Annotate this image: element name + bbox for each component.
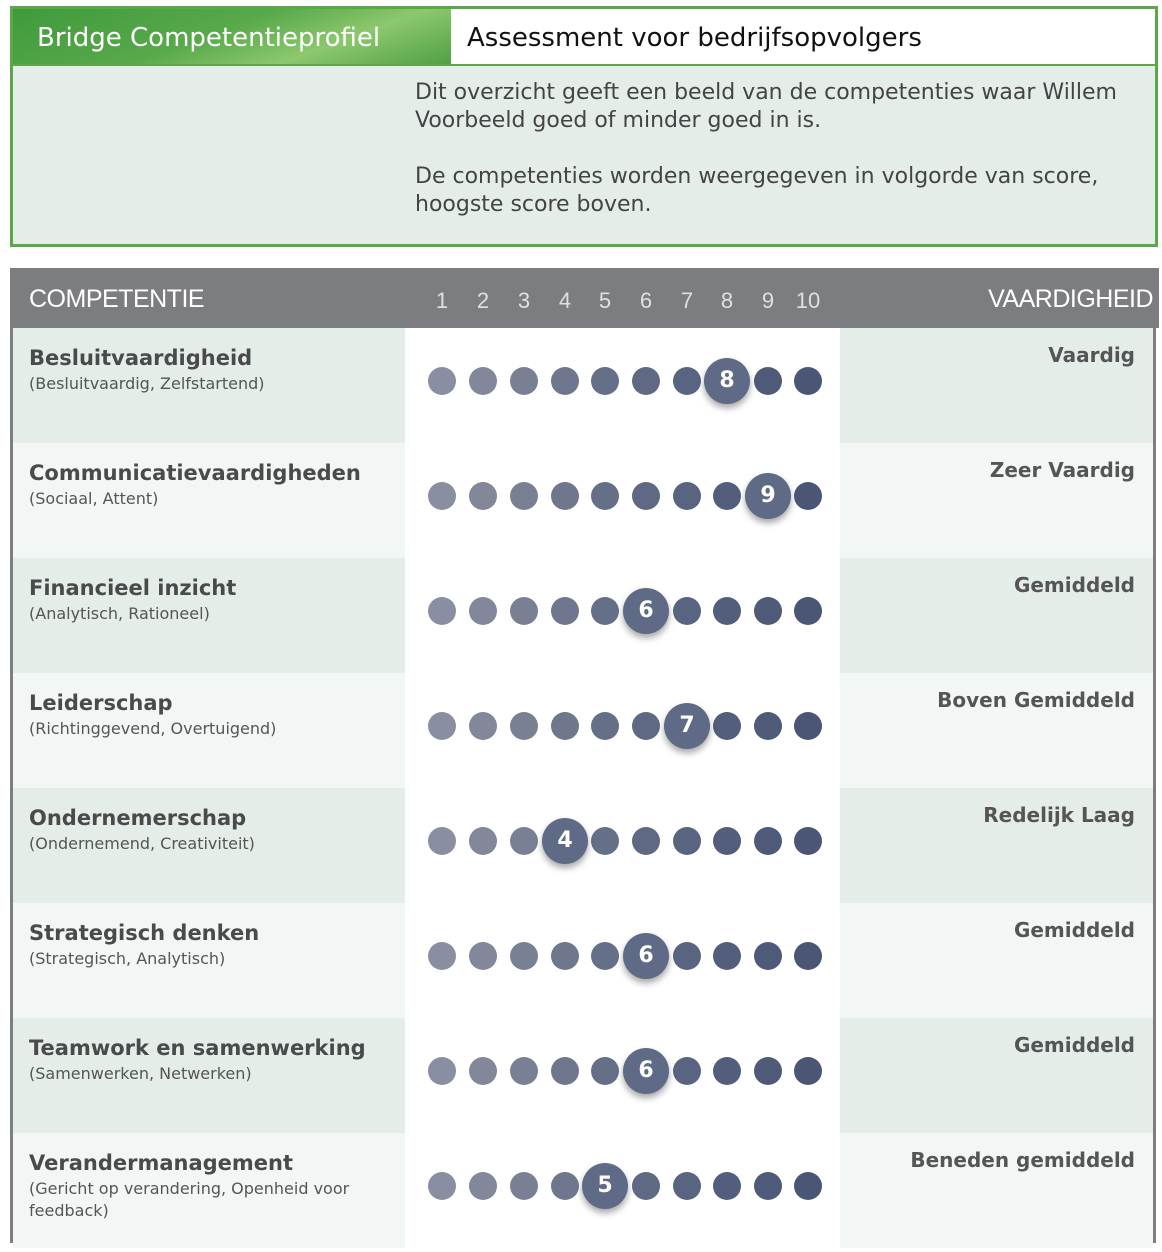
scale-dot [754, 367, 782, 395]
scale-dot [673, 367, 701, 395]
scale-dot [754, 1057, 782, 1085]
scale-dot [469, 942, 497, 970]
scale-dot [591, 1057, 619, 1085]
score-marker: 9 [745, 473, 791, 519]
scale-dot [754, 1172, 782, 1200]
scale-dot [469, 827, 497, 855]
scale-dot [794, 942, 822, 970]
skill-level-cell [840, 328, 1153, 443]
scale-dot [632, 367, 660, 395]
scale-dot [632, 712, 660, 740]
intro-paragraph-1: Dit overzicht geeft een beeld van de competenties waar Willem Voorbeeld goed of minder goed in is. [415, 80, 1117, 133]
table-row [13, 443, 1159, 558]
competency-name: Teamwork en samenwerking [29, 1036, 366, 1060]
table-row [13, 1018, 1159, 1133]
scale-dot [794, 827, 822, 855]
scale-dot [428, 367, 456, 395]
competency-cell [13, 1133, 405, 1248]
competency-traits: (Gericht op verandering, Openheid voor feedback) [29, 1179, 350, 1220]
scale-dot [469, 712, 497, 740]
skill-level-cell [840, 1133, 1153, 1248]
scale-dot [754, 827, 782, 855]
scale-dot [591, 367, 619, 395]
brand-banner [13, 9, 451, 66]
table-row [13, 558, 1159, 673]
scale-number-4: 4 [558, 288, 572, 313]
scale-dot [591, 712, 619, 740]
competency-traits: (Strategisch, Analytisch) [29, 949, 226, 968]
scale-number-5: 5 [598, 288, 612, 313]
skill-level-label: Gemiddeld [1013, 573, 1135, 597]
scale-dot [469, 1057, 497, 1085]
competency-name: Verandermanagement [29, 1151, 294, 1175]
competency-name: Ondernemerschap [29, 806, 247, 830]
table-row [13, 328, 1159, 443]
skill-level-cell [840, 443, 1153, 558]
skill-level-label: Beneden gemiddeld [910, 1148, 1135, 1172]
skill-level-label: Gemiddeld [1013, 1033, 1135, 1057]
skill-level-label: Gemiddeld [1013, 918, 1135, 942]
scale-dot [632, 482, 660, 510]
scale-number-7: 7 [680, 288, 694, 313]
scale-number-10: 10 [795, 288, 821, 313]
scale-dot [428, 597, 456, 625]
scale-dot [510, 942, 538, 970]
scale-dot [510, 367, 538, 395]
skill-level-cell [840, 788, 1153, 903]
scale-dot [428, 827, 456, 855]
competency-traits: (Richtinggevend, Overtuigend) [29, 719, 277, 738]
skill-level-cell [840, 673, 1153, 788]
column-header-vaardigheid: VAARDIGHEID [988, 285, 1153, 313]
scale-dot [673, 597, 701, 625]
scale-dot [794, 597, 822, 625]
competency-name: Besluitvaardigheid [29, 346, 253, 370]
scale-dot [510, 597, 538, 625]
brand-title: Bridge Competentieprofiel [37, 23, 381, 53]
skill-level-label: Redelijk Laag [983, 803, 1135, 827]
scale-dot [591, 827, 619, 855]
competency-cell [13, 788, 405, 903]
intro-text [415, 79, 1150, 247]
scale-dot [469, 482, 497, 510]
competency-table [10, 268, 1156, 1243]
competency-name: Strategisch denken [29, 921, 260, 945]
scale-dot [713, 827, 741, 855]
scale-dot [713, 482, 741, 510]
scale-dot [551, 482, 579, 510]
scale-number-3: 3 [517, 288, 531, 313]
report-title: Assessment voor bedrijfsopvolgers [467, 23, 922, 53]
competency-traits: (Analytisch, Rationeel) [29, 604, 210, 623]
scale-dot [510, 1057, 538, 1085]
scale-dot [794, 367, 822, 395]
scale-dot [794, 1172, 822, 1200]
competency-traits: (Ondernemend, Creativiteit) [29, 834, 255, 853]
scale-dot [428, 1172, 456, 1200]
scale-dot [428, 942, 456, 970]
skill-level-cell [840, 903, 1153, 1018]
header-divider [13, 64, 451, 66]
scale-dot [591, 597, 619, 625]
competency-cell [13, 558, 405, 673]
scale-dot [469, 367, 497, 395]
scale-dot [632, 827, 660, 855]
scale-dot [469, 597, 497, 625]
scale-dot [673, 482, 701, 510]
table-row [13, 1133, 1159, 1248]
scale-dot [551, 1172, 579, 1200]
scale-dot [673, 1057, 701, 1085]
scale-dot [428, 482, 456, 510]
competency-cell [13, 1018, 405, 1133]
competency-cell [13, 328, 405, 443]
scale-dot [713, 597, 741, 625]
scale-number-6: 6 [639, 288, 653, 313]
skill-level-cell [840, 1018, 1153, 1133]
scale-dot [510, 827, 538, 855]
score-marker: 5 [582, 1163, 628, 1209]
score-marker: 8 [704, 358, 750, 404]
scale-dot [673, 1172, 701, 1200]
skill-level-label: Boven Gemiddeld [937, 688, 1135, 712]
scale-dot [551, 597, 579, 625]
competency-cell [13, 673, 405, 788]
scale-dot [469, 1172, 497, 1200]
table-row [13, 673, 1159, 788]
skill-level-label: Vaardig [1048, 343, 1135, 367]
scale-dot [713, 942, 741, 970]
scale-dot [713, 1172, 741, 1200]
column-header-competentie: COMPETENTIE [29, 285, 205, 313]
scale-dot [794, 1057, 822, 1085]
header-bar [13, 9, 1155, 66]
table-row [13, 903, 1159, 1018]
scale-dot [551, 1057, 579, 1085]
score-marker: 6 [623, 1048, 669, 1094]
competency-traits: (Sociaal, Attent) [29, 489, 159, 508]
scale-dot [673, 942, 701, 970]
scale-dot [673, 827, 701, 855]
scale-dot [428, 712, 456, 740]
competency-name: Communicatievaardigheden [29, 461, 361, 485]
competency-traits: (Besluitvaardig, Zelfstartend) [29, 374, 265, 393]
skill-level-label: Zeer Vaardig [989, 458, 1135, 482]
score-marker: 6 [623, 588, 669, 634]
competency-traits: (Samenwerken, Netwerken) [29, 1064, 252, 1083]
scale-dot [754, 712, 782, 740]
scale-dot [794, 712, 822, 740]
scale-dot [713, 712, 741, 740]
score-marker: 4 [542, 818, 588, 864]
header-panel [10, 6, 1158, 247]
competency-name: Leiderschap [29, 691, 173, 715]
scale-dot [551, 942, 579, 970]
scale-dot [754, 942, 782, 970]
score-marker: 7 [664, 703, 710, 749]
scale-dot [591, 482, 619, 510]
table-header [13, 268, 1159, 328]
intro-paragraph-2: De competenties worden weergegeven in volgorde van score, hoogste score boven. [415, 164, 1099, 217]
scale-number-1: 1 [435, 288, 449, 313]
scale-dot [591, 942, 619, 970]
report-title-box [451, 9, 1155, 66]
table-row [13, 788, 1159, 903]
scale-dot [551, 712, 579, 740]
scale-dot [510, 712, 538, 740]
scale-number-2: 2 [476, 288, 490, 313]
scale-dot [754, 597, 782, 625]
competency-cell [13, 903, 405, 1018]
competency-cell [13, 443, 405, 558]
scale-number-9: 9 [761, 288, 775, 313]
scale-dot [510, 1172, 538, 1200]
skill-level-cell [840, 558, 1153, 673]
scale-dot [551, 367, 579, 395]
score-marker: 6 [623, 933, 669, 979]
scale-dot [713, 1057, 741, 1085]
scale-dot [632, 1172, 660, 1200]
scale-dot [794, 482, 822, 510]
scale-dot [428, 1057, 456, 1085]
scale-number-8: 8 [720, 288, 734, 313]
competency-name: Financieel inzicht [29, 576, 237, 600]
scale-dot [510, 482, 538, 510]
